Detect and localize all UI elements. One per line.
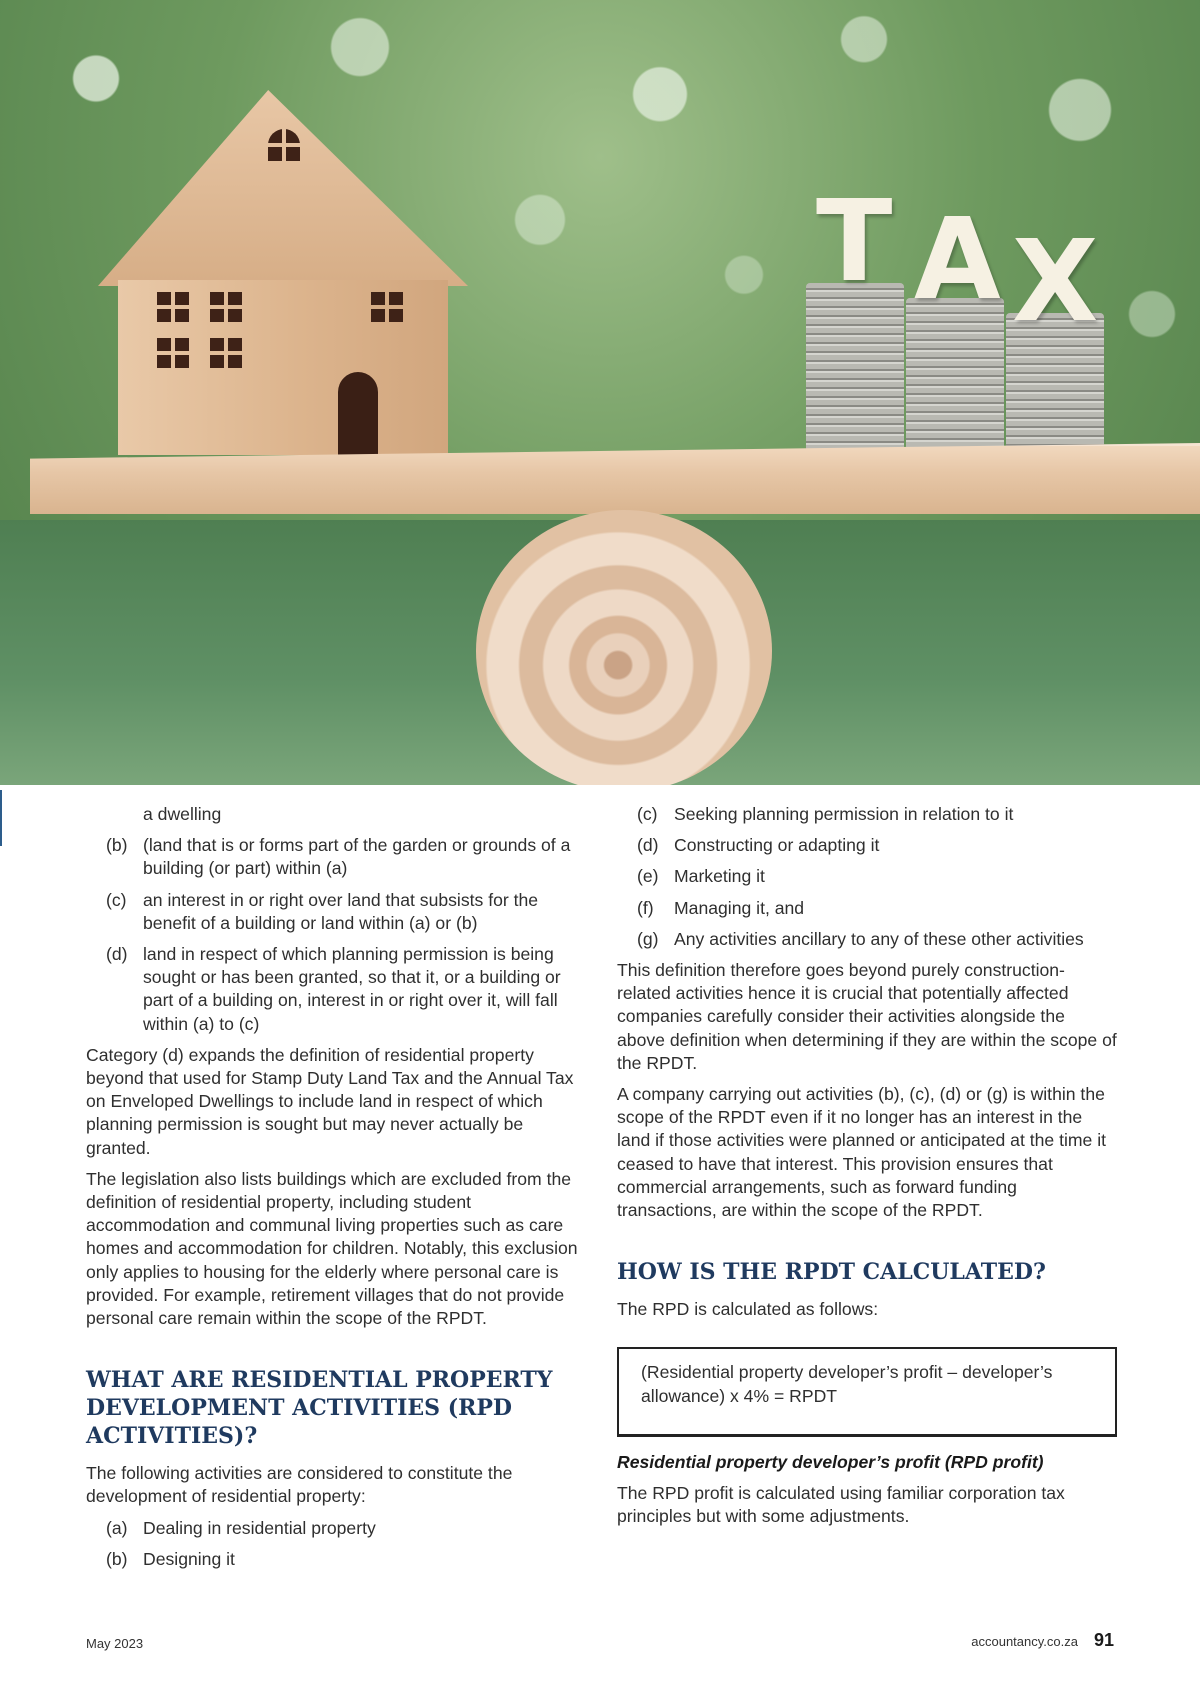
- list-item: [617, 803, 1117, 826]
- list-item: [617, 897, 1117, 920]
- list-marker: (f): [637, 897, 654, 918]
- list-item: [86, 943, 586, 1036]
- body-paragraph: The RPD profit is calculated using familiar corporation tax principles but with some adjustments.: [617, 1483, 1065, 1527]
- body-paragraph: A company carrying out activities (b), (c), (d) or (g) is within the scope of the RPDT even if it no longer has an interest in the land if those activities were planned or anticipated at the time it ceased to have that interest. This provision ensures that commercial arrangements, such as forward funding transactions, are within the scope of the RPDT.: [617, 1084, 1106, 1221]
- list-item-text: a dwelling: [143, 804, 222, 824]
- body-paragraph: The following activities are considered to constitute the development of residential property:: [86, 1463, 513, 1507]
- body-paragraph: The legislation also lists buildings which are excluded from the definition of residential property, including student accommodation and communal living properties such as care homes and accommodation for children. Notably, this exclusion only applies to housing for the elderly where personal care is provided. For example, retirement villages that do not provide personal care remain within the scope of the RPDT.: [86, 1168, 578, 1329]
- list-item-text: (land that is or forms part of the garden or grounds of a building (or part) within (a): [143, 835, 571, 879]
- list-marker: (b): [106, 835, 128, 856]
- tax-letter: A: [914, 195, 1001, 325]
- list-item: [86, 834, 586, 880]
- list-item: [86, 803, 586, 826]
- body-paragraph: This definition therefore goes beyond purely construction-related activities hence it is crucial that potentially affected companies carefully consider their activities alongside the above definition when determining if they are within the scope of the RPDT.: [617, 960, 1117, 1073]
- list-marker: (a): [106, 1517, 128, 1538]
- house-window: [371, 292, 403, 322]
- list-marker: (d): [106, 944, 128, 965]
- list-item: [86, 1548, 586, 1571]
- footer-right: [971, 1630, 1114, 1651]
- house-attic-window: [268, 129, 300, 161]
- body-paragraph: The RPD is calculated as follows:: [617, 1299, 879, 1320]
- section-heading: WHAT ARE RESIDENTIAL PROPERTY DEVELOPMENT ACTIVITIES (RPD ACTIVITIES)?: [86, 1367, 553, 1450]
- house-window: [210, 292, 242, 322]
- tax-letters: [816, 177, 1116, 347]
- list-item-text: Managing it, and: [674, 897, 805, 918]
- list-item-text: Seeking planning permission in relation to it: [674, 804, 1014, 824]
- list-marker: (d): [637, 835, 659, 856]
- tax-letter: T: [816, 177, 893, 307]
- article-right-column: [617, 803, 1117, 1536]
- list-item-text: Constructing or adapting it: [674, 835, 880, 856]
- page-number: 91: [1093, 1630, 1114, 1650]
- list-marker: (c): [637, 804, 658, 824]
- formula-text: (Residential property developer’s profit – developer’s allowance) x 4% = RPDT: [641, 1362, 1053, 1406]
- list-item-text: Designing it: [143, 1548, 235, 1569]
- list-item-text: Dealing in residential property: [143, 1517, 376, 1538]
- list-item: [86, 1517, 586, 1540]
- list-item-text: Marketing it: [674, 866, 765, 887]
- list-item-text: Any activities ancillary to any of these other activities: [674, 928, 1084, 949]
- issue-date: May 2023: [86, 1636, 144, 1651]
- list-item: [617, 865, 1117, 888]
- wooden-ball-fulcrum: [476, 510, 772, 785]
- list-marker: (g): [637, 928, 659, 949]
- list-marker: (c): [106, 889, 127, 910]
- list-marker: (e): [637, 866, 659, 887]
- site-link[interactable]: accountancy.co.za: [971, 1634, 1078, 1649]
- hero-photo-balance-house-tax: [0, 0, 1200, 785]
- house-door: [338, 372, 378, 455]
- wooden-house-roof: [98, 90, 468, 290]
- section-heading: HOW IS THE RPDT CALCULATED?: [617, 1259, 1046, 1286]
- list-item-text: land in respect of which planning permission is being sought or has been granted, so that it, or a building or part of a building on, interest in or right over it, will fall within (a) to (c): [143, 944, 561, 1034]
- page-edge-marker: [0, 790, 2, 846]
- formula-box: [617, 1347, 1117, 1436]
- list-item-text: an interest in or right over land that subsists for the benefit of a building or land within (a) or (b): [143, 889, 539, 933]
- house-window: [157, 292, 189, 322]
- list-item: [86, 889, 586, 935]
- house-window: [157, 338, 189, 368]
- tax-letter: X: [1012, 217, 1099, 347]
- house-window: [210, 338, 242, 368]
- list-item: [617, 928, 1117, 951]
- subheading: Residential property developer’s profit (RPD profit): [617, 1451, 1044, 1472]
- article-left-column: [86, 803, 586, 1579]
- list-item: [617, 834, 1117, 857]
- list-marker: (b): [106, 1548, 128, 1569]
- body-paragraph: Category (d) expands the definition of residential property beyond that used for Stamp Duty Land Tax and the Annual Tax on Enveloped Dwellings to include land in respect of which planning permission is sought but may never actually be granted.: [86, 1044, 574, 1158]
